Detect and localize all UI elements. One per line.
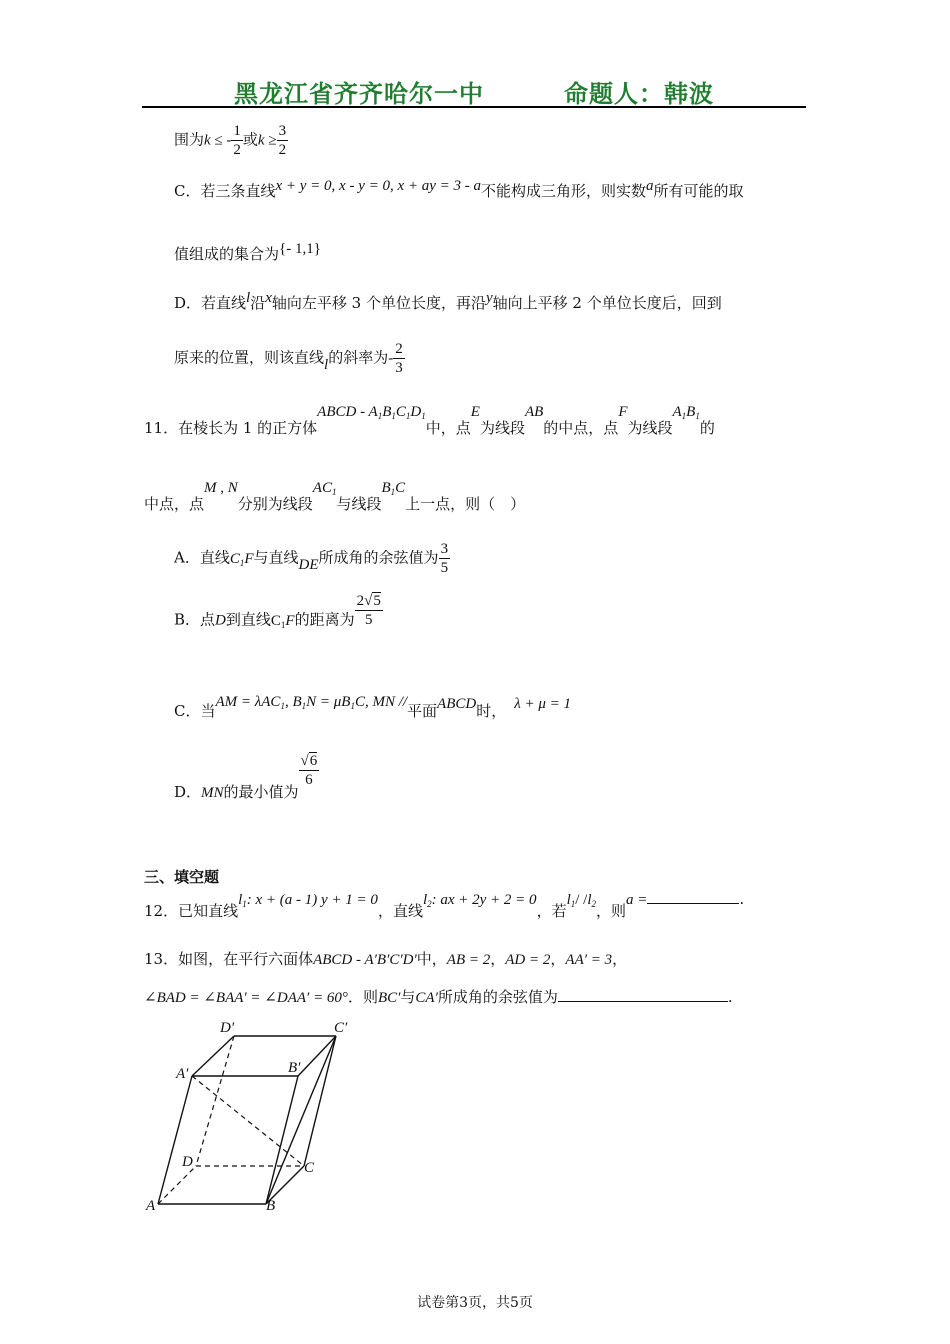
label-a1: A′ bbox=[176, 1066, 189, 1082]
q10-option-c: C．若三条直线x + y = 0, x - y = 0, x + ay = 3 - a不能构成三角形，则实数a所有可能的取 bbox=[174, 178, 744, 200]
author-name: 命题人：韩波 bbox=[564, 80, 714, 108]
edge-b1-c1 bbox=[298, 1036, 336, 1076]
label-d: D bbox=[182, 1154, 193, 1170]
q11-stem: 11．在棱长为 1 的正方体ABCD - $A_1B_1C_1D_1$中，点E为线段AB的中点，点F为线段$A_1B_1$的 bbox=[144, 404, 715, 437]
math: k ≤ - bbox=[204, 132, 232, 149]
answer-blank[interactable] bbox=[647, 903, 739, 904]
label-c1: C′ bbox=[334, 1020, 348, 1036]
q10-b-tail bbox=[174, 122, 288, 159]
label-d1: D′ bbox=[220, 1020, 235, 1036]
q13-line2: ∠BAD = ∠BAA′ = ∠DAA′ = 60°．则BC′与CA′所成角的余弦值为 . bbox=[144, 988, 733, 1006]
parallelepiped-figure bbox=[140, 1014, 370, 1220]
school-name: 黑龙江省齐齐哈尔一中 bbox=[234, 80, 484, 108]
answer-blank[interactable] bbox=[558, 1001, 728, 1002]
label-a: A bbox=[146, 1198, 156, 1214]
edge-a1-a bbox=[158, 1076, 192, 1204]
edge-d1-d-dashed bbox=[196, 1036, 234, 1166]
fraction: $\frac{3}{2}$ bbox=[278, 123, 287, 158]
text: 或 bbox=[242, 130, 258, 149]
q10-option-d: D．若直线l沿x轴向左平移 3 个单位长度，再沿y轴向上平移 2 个单位长度后，回到 bbox=[174, 290, 722, 312]
q12: 12．已知直线$l_1$: x + (a - 1) y + 1 = 0，直线$l_2$: ax + 2y + 2 = 0，若$l_1/$ $/l_2$，则a = . bbox=[144, 890, 745, 920]
page-footer: 试卷第3页，共5页 bbox=[417, 1295, 533, 1311]
label-b1: B′ bbox=[288, 1060, 301, 1076]
label-b: B bbox=[266, 1198, 276, 1214]
q13-line1: 13．如图，在平行六面体ABCD - A′B′C′D′中，AB = 2，AD = 2，AA′ = 3， bbox=[144, 950, 628, 968]
edge-c1-b bbox=[266, 1036, 336, 1204]
math: k ≥ bbox=[257, 132, 277, 149]
q11-option-b: B．点D到直线$C_1F$的距离为 $\frac{2√5}{5}$ bbox=[174, 593, 381, 630]
q11-stem-line2: 中点，点M , N分别为线段$AC_1$与线段$B_1C$上一点，则（ ） bbox=[144, 480, 526, 513]
q10-option-c-line2: 值组成的集合为{- 1,1} bbox=[174, 241, 321, 263]
q10-option-d-line2: 原来的位置，则该直线l的斜率为- $\frac{2}{3}$ bbox=[174, 341, 403, 376]
q11-option-c: C．当AM = λAC$_1$, $B_1N = \mu B_1C$, MN //平面ABCD时， λ + μ = 1 bbox=[174, 694, 572, 720]
text: 围为 bbox=[174, 130, 205, 149]
section-title: 三、填空题 bbox=[144, 868, 220, 886]
q11-option-d: D．MN的最小值为 $\frac{√6}{6}$ bbox=[174, 753, 318, 801]
label-c: C bbox=[304, 1160, 315, 1176]
q11-option-a: A．直线$C_1F$与直线DE所成角的余弦值为 $\frac{3}{5}$ bbox=[174, 541, 449, 576]
page-header bbox=[142, 70, 806, 108]
fraction: $\frac{1}{2}$ bbox=[233, 123, 241, 158]
